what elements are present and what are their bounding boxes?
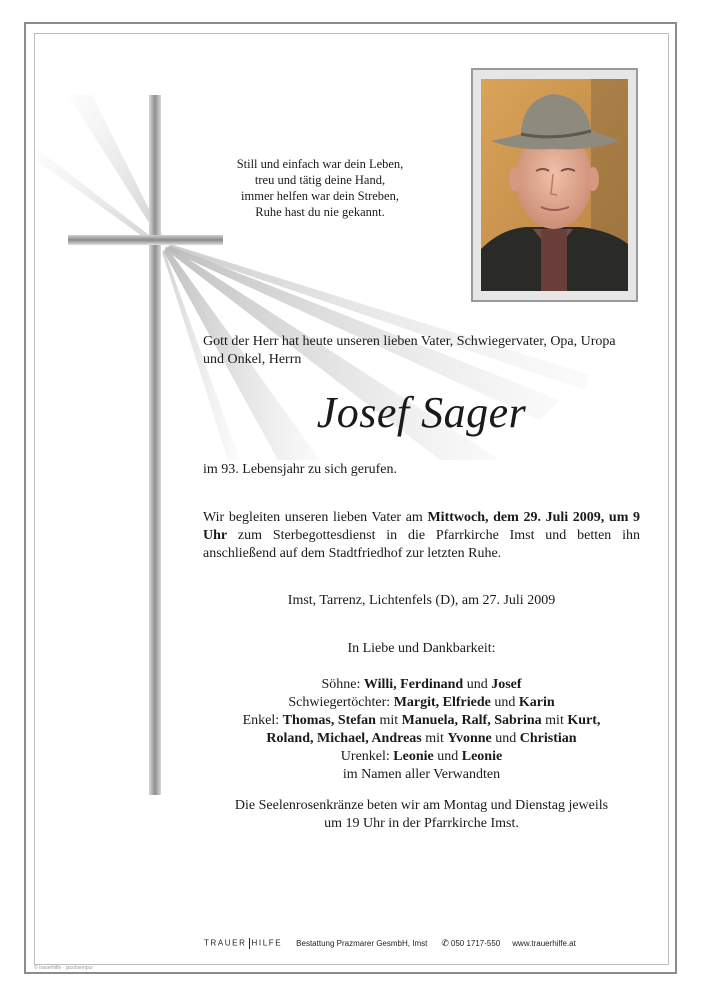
place-and-date: Imst, Tarrenz, Lichtenfels (D), am 27. Juli 2009 [287,593,556,608]
conjunction: mit [421,731,448,746]
portrait-photo [481,79,628,291]
family-daughters-in-law [203,694,640,712]
conjunction: und [433,749,462,764]
phone-icon: ✆ [441,937,449,948]
poem-line: Still und einfach war dein Leben, [236,157,404,171]
poem-line: treu und tätig deine Hand, [254,173,386,187]
website-link[interactable]: www.trauerhilfe.at [512,938,576,948]
family-heading: In Liebe und Dankbarkeit: [347,641,496,656]
daughters-in-law-names: Margit, Elfriede [393,695,491,710]
grandchildren-names: Manuela, Ralf, Sabrina [401,713,542,728]
deceased-name: Josef Sager [316,388,527,437]
funeral-text-1: Wir begleiten unseren lieben Vater am [203,510,428,525]
copyright-note: © trauerhilfe · jacobsenpur [34,965,93,971]
family-sons [203,676,640,694]
rosary-line-1: Die Seelenrosenkränze beten wir am Montag und Dienstag jeweils [234,798,609,813]
conjunction: und [490,695,519,710]
intro-line-1: Gott der Herr hat heute unseren lieben Vater, Schwiegervater, Opa, Uropa [203,334,616,349]
daughters-in-law-label: Schwiegertöchter: [288,695,394,710]
rosary-line-2: um 19 Uhr in der Pfarrkirche Imst. [324,816,519,831]
grandchildren-names: Thomas, Stefan [282,713,376,728]
family-grandchildren [203,712,640,730]
intro-line-2: und Onkel, Herrn [203,352,302,367]
funeral-announcement [203,509,640,563]
daughters-in-law-names: Karin [518,695,555,710]
portrait-photo-frame [471,68,638,302]
great-grandchildren-names: Leonie [461,749,503,764]
intro-text [203,333,640,369]
great-grandchildren-names: Leonie [393,749,434,764]
great-grandchildren-label: Urenkel: [340,749,394,764]
company-name: Bestattung Prazmarer GesmbH, Imst [296,938,428,948]
family-great-grandchildren [203,748,640,766]
funeral-text-2: zum Sterbegottesdienst in die Pfarrkirche Imst und betten ihn anschließend auf dem Stadtfriedhof zur letzten Ruhe. [203,528,640,561]
logo-left: TRAUER [204,938,247,948]
family-list [203,640,640,784]
sons-label: Söhne: [321,677,364,692]
sons-names: Willi, Ferdinand [363,677,464,692]
grandchildren-names: Roland, Michael, Andreas [266,731,422,746]
family-grandchildren-cont [203,730,640,748]
grandchildren-names: Christian [519,731,577,746]
grandchildren-label: Enkel: [242,713,283,728]
family-closing: im Namen aller Verwandten [342,767,501,782]
poem-line: Ruhe hast du nie gekannt. [255,205,385,219]
trauerhilfe-logo [204,938,282,949]
funeral-time: um 9 Uhr [203,510,641,543]
footer [204,936,604,950]
logo-right: HILFE [251,938,283,948]
conjunction: mit [541,713,568,728]
conjunction: und [491,731,520,746]
grandchildren-names: Kurt, [567,713,601,728]
memorial-poem [205,156,435,220]
grandchildren-names: Yvonne [447,731,492,746]
funeral-date: Mittwoch, dem 29. Juli 2009, [427,510,605,525]
rosary-notice [203,797,640,833]
age-text: im 93. Lebensjahr zu sich gerufen. [203,462,397,477]
poem-line: immer helfen war dein Streben, [241,189,399,203]
phone-number: 050 1717-550 [450,938,501,948]
sons-names: Josef [491,677,522,692]
conjunction: und [463,677,492,692]
conjunction: mit [375,713,402,728]
